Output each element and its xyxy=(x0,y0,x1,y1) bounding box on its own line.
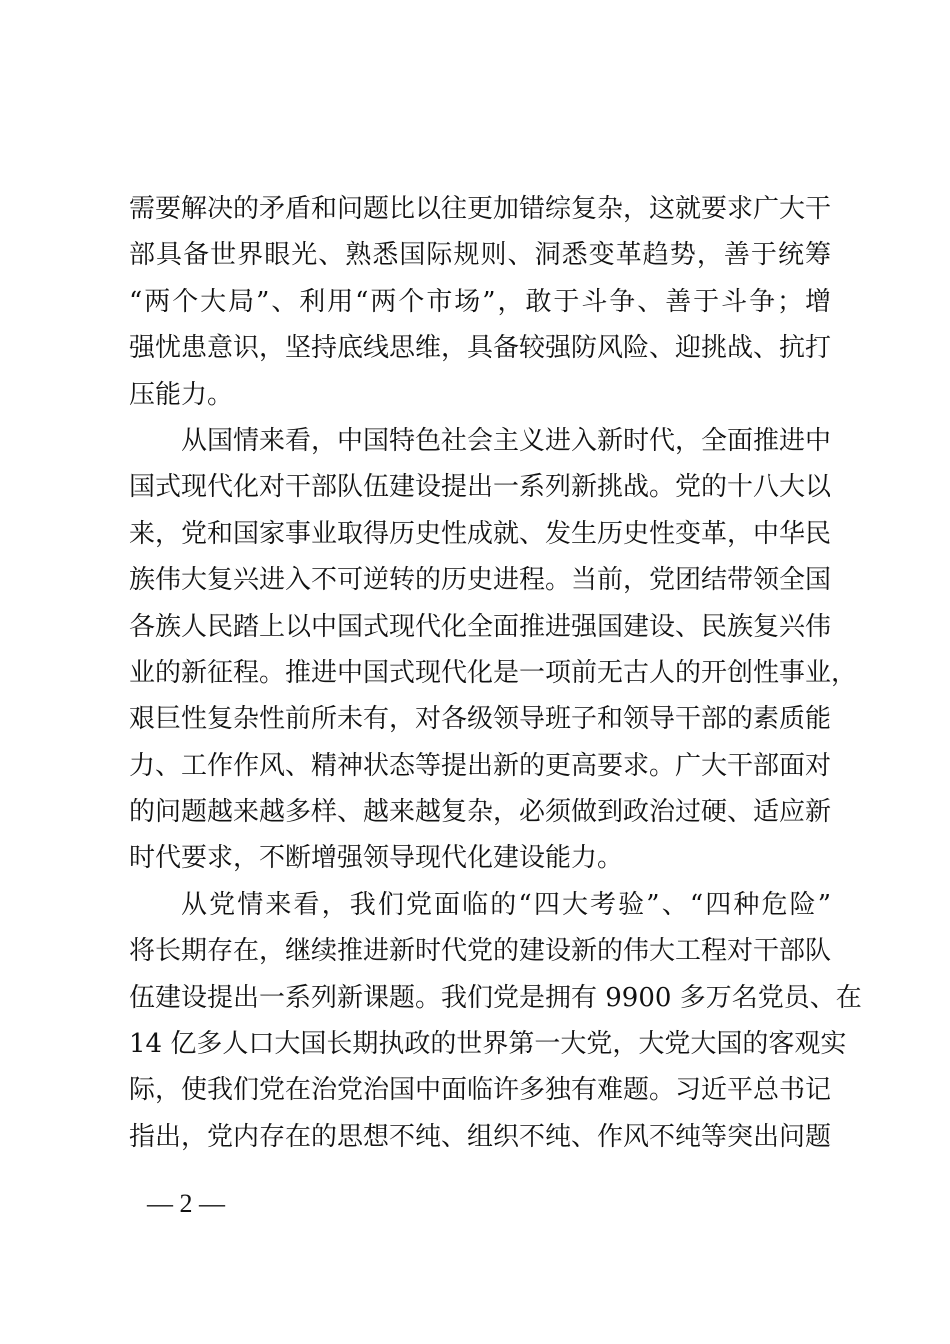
text-line: 从国情来看，中国特色社会主义进入新时代，全面推进中 xyxy=(181,425,832,456)
text-line: 强忧患意识，坚持底线思维，具备较强防风险、迎挑战、抗打 xyxy=(129,333,832,364)
text-line: 伍建设提出一系列新课题。我们党是拥有 9900 多万名党员、在 xyxy=(129,982,862,1013)
text-line: 艰巨性复杂性前所未有，对各级领导班子和领导干部的素质能 xyxy=(129,704,832,735)
text-line: 时代要求，不断增强领导现代化建设能力。 xyxy=(129,843,624,874)
text-line: 从党情来看，我们党面临的“四大考验”、“四种危险” xyxy=(181,889,831,920)
text-line: 14 亿多人口大国长期执政的世界第一大党，大党大国的客观实 xyxy=(129,1029,847,1060)
text-line: “两个大局”、利用“两个市场”，敢于斗争、善于斗争；增 xyxy=(129,286,831,317)
text-line: 族伟大复兴进入不可逆转的历史进程。当前，党团结带领全国 xyxy=(129,565,832,596)
text-line: 压能力。 xyxy=(129,379,234,410)
text-line: 需要解决的矛盾和问题比以往更加错综复杂，这就要求广大干 xyxy=(129,194,832,224)
page-number: — 2 — xyxy=(147,1189,225,1218)
text-line: 部具备世界眼光、熟悉国际规则、洞悉变革趋势，善于统筹 xyxy=(129,240,831,271)
text-line: 的问题越来越多样、越来越复杂，必须做到政治过硬、适应新 xyxy=(129,797,832,828)
text-line: 来，党和国家事业取得历史性成就、发生历史性变革，中华民 xyxy=(129,518,832,549)
text-line: 际，使我们党在治党治国中面临许多独有难题。习近平总书记 xyxy=(129,1075,832,1106)
text-line: 力、工作作风、精神状态等提出新的更高要求。广大干部面对 xyxy=(129,750,832,781)
text-line: 指出，党内存在的思想不纯、组织不纯、作风不纯等突出问题 xyxy=(129,1121,832,1152)
text-line: 业的新征程。推进中国式现代化是一项前无古人的开创性事业， xyxy=(129,657,858,688)
text-line: 国式现代化对干部队伍建设提出一系列新挑战。党的十八大以 xyxy=(129,472,832,503)
text-line: 各族人民踏上以中国式现代化全面推进强国建设、民族复兴伟 xyxy=(129,611,832,642)
text-line: 将长期存在，继续推进新时代党的建设新的伟大工程对干部队 xyxy=(129,936,832,967)
page-body xyxy=(129,186,862,1160)
